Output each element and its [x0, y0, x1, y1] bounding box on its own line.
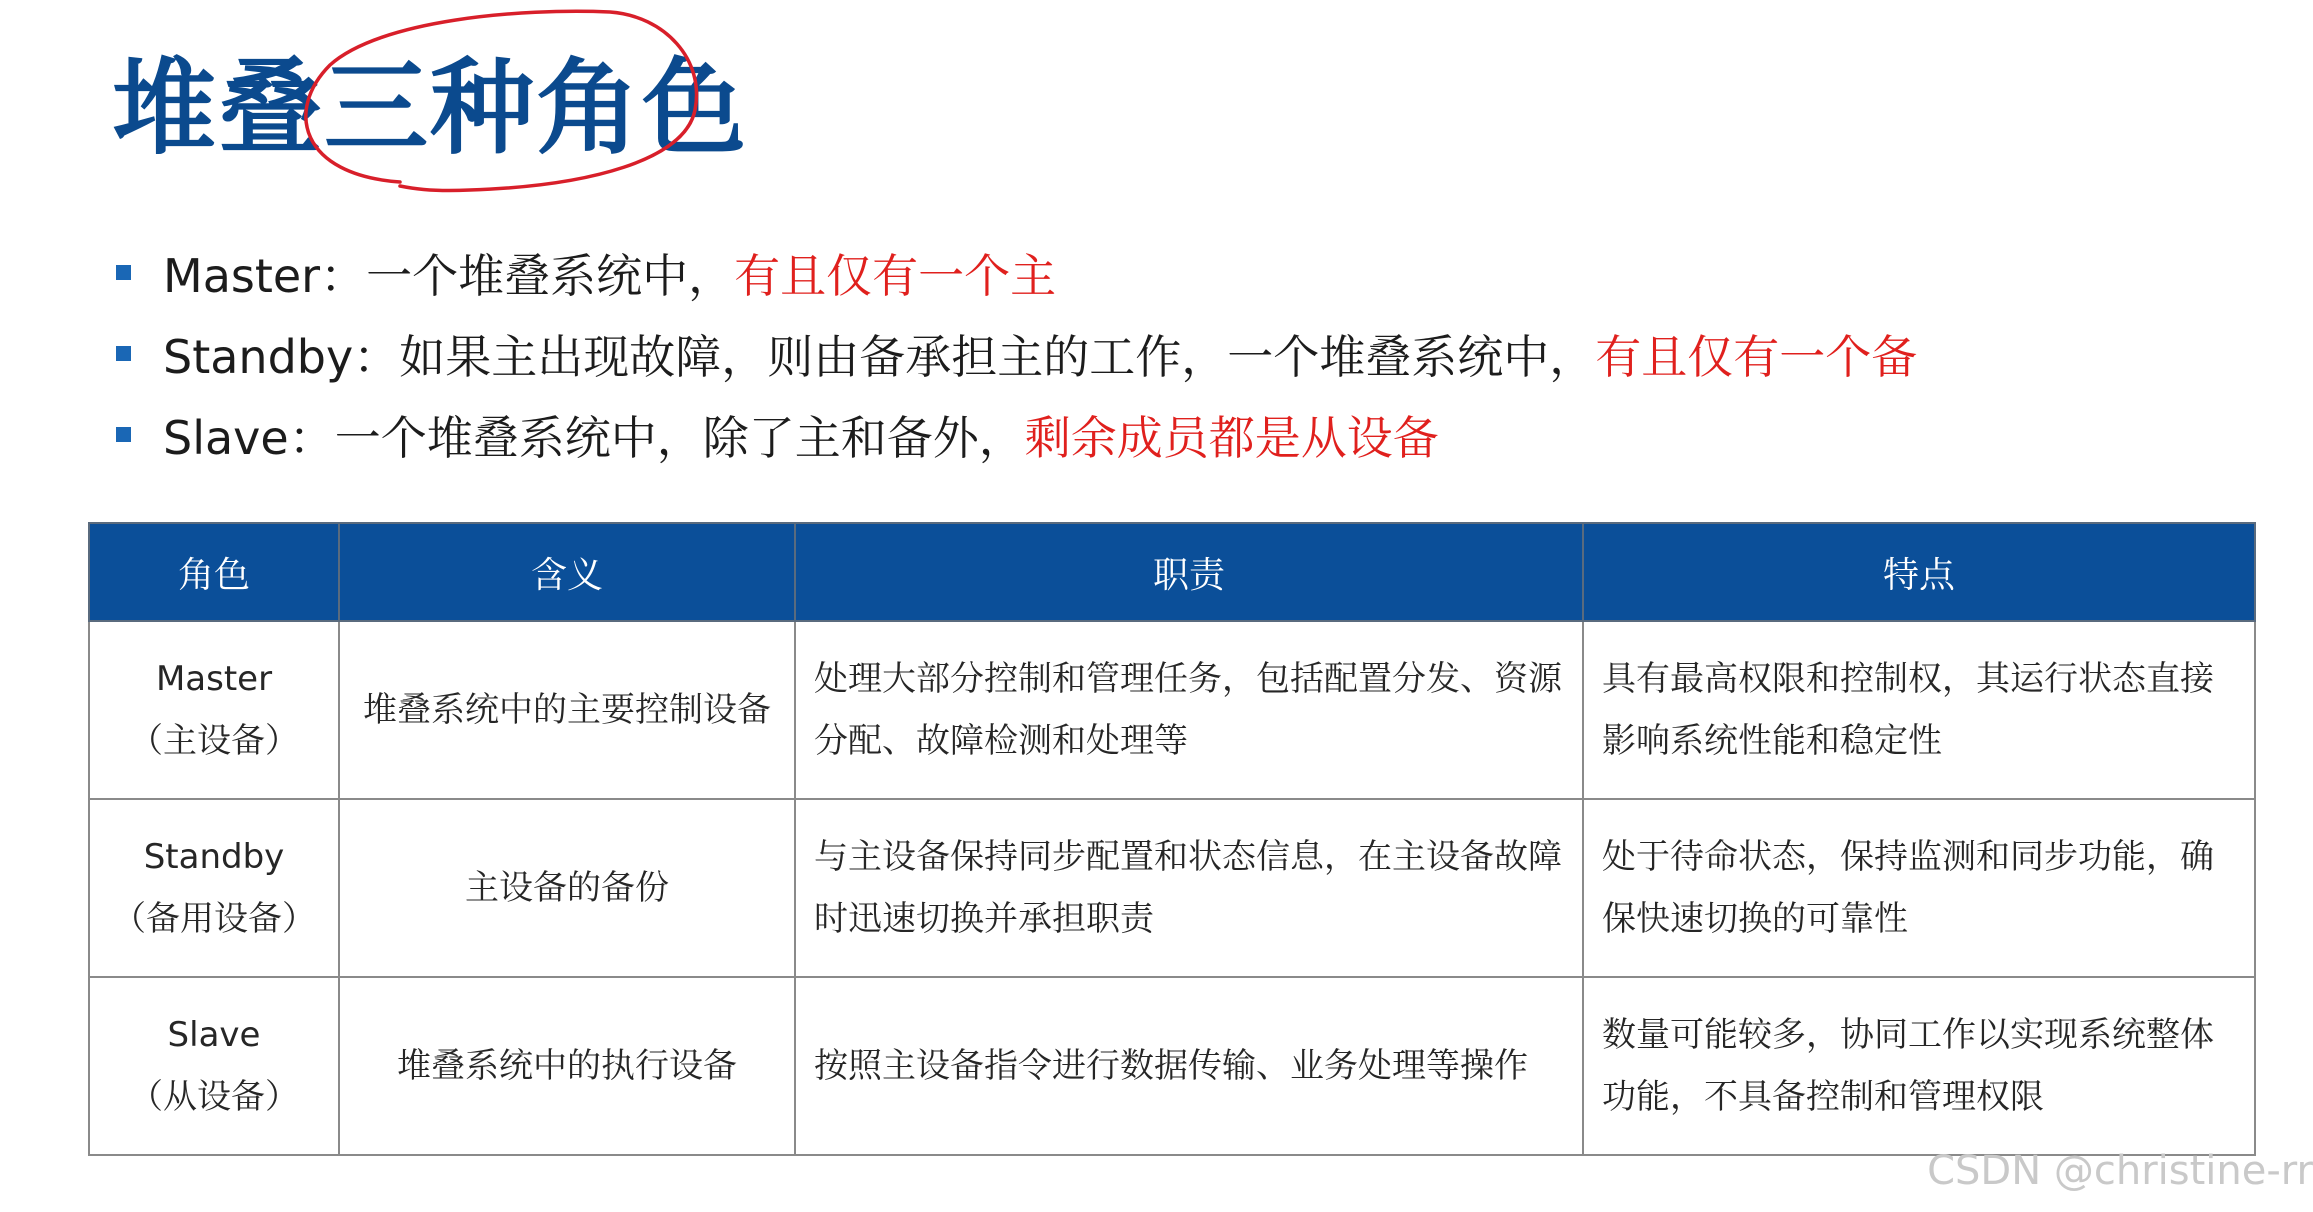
bullet-label: Master： — [163, 248, 367, 303]
bullet-text: 一个堆叠系统中，除了主和备外， — [334, 410, 1025, 465]
role-name: Slave — [167, 1015, 261, 1055]
bullet-highlight: 有且仅有一个备 — [1595, 329, 1918, 384]
bullet-slave — [116, 394, 1917, 475]
bullet-standby — [116, 313, 1917, 394]
table-header-row — [89, 523, 2255, 621]
bullet-label: Standby： — [163, 329, 400, 384]
bullet-highlight: 剩余成员都是从设备 — [1024, 410, 1439, 465]
role-subtitle: （备用设备） — [112, 899, 316, 939]
duty-cell: 与主设备保持同步配置和状态信息，在主设备故障时迅速切换并承担职责 — [795, 799, 1583, 977]
feature-cell: 数量可能较多，协同工作以实现系统整体功能，不具备控制和管理权限 — [1583, 977, 2255, 1155]
feature-cell: 具有最高权限和控制权，其运行状态直接影响系统性能和稳定性 — [1583, 621, 2255, 799]
csdn-watermark: CSDN @christine-rr — [1927, 1148, 2313, 1194]
header-feature: 特点 — [1583, 523, 2255, 621]
role-cell — [89, 621, 339, 799]
duty-cell: 按照主设备指令进行数据传输、业务处理等操作 — [795, 977, 1583, 1155]
role-subtitle: （从设备） — [129, 1077, 299, 1117]
meaning-cell: 堆叠系统中的主要控制设备 — [339, 621, 795, 799]
square-bullet-icon — [116, 346, 131, 361]
role-subtitle: （主设备） — [129, 721, 299, 761]
header-role: 角色 — [89, 523, 339, 621]
slide-title: 堆叠三种角色 — [112, 47, 749, 169]
square-bullet-icon — [116, 265, 131, 280]
bullet-text: 一个堆叠系统中， — [366, 248, 735, 303]
bullet-text: 如果主出现故障，则由备承担主的工作，一个堆叠系统中， — [399, 329, 1596, 384]
table-row — [89, 977, 2255, 1155]
role-name: Master — [155, 659, 273, 699]
role-bullet-list — [116, 232, 1917, 475]
meaning-cell: 堆叠系统中的执行设备 — [339, 977, 795, 1155]
header-duty: 职责 — [795, 523, 1583, 621]
role-name: Standby — [143, 837, 285, 877]
table-row — [89, 799, 2255, 977]
bullet-highlight: 有且仅有一个主 — [734, 248, 1057, 303]
square-bullet-icon — [116, 427, 131, 442]
meaning-cell: 主设备的备份 — [339, 799, 795, 977]
feature-cell: 处于待命状态，保持监测和同步功能，确保快速切换的可靠性 — [1583, 799, 2255, 977]
header-meaning: 含义 — [339, 523, 795, 621]
bullet-label: Slave： — [163, 410, 335, 465]
role-table — [88, 522, 2256, 1156]
bullet-master — [116, 232, 1917, 313]
table-row — [89, 621, 2255, 799]
duty-cell: 处理大部分控制和管理任务，包括配置分发、资源分配、故障检测和处理等 — [795, 621, 1583, 799]
role-cell — [89, 977, 339, 1155]
role-cell — [89, 799, 339, 977]
